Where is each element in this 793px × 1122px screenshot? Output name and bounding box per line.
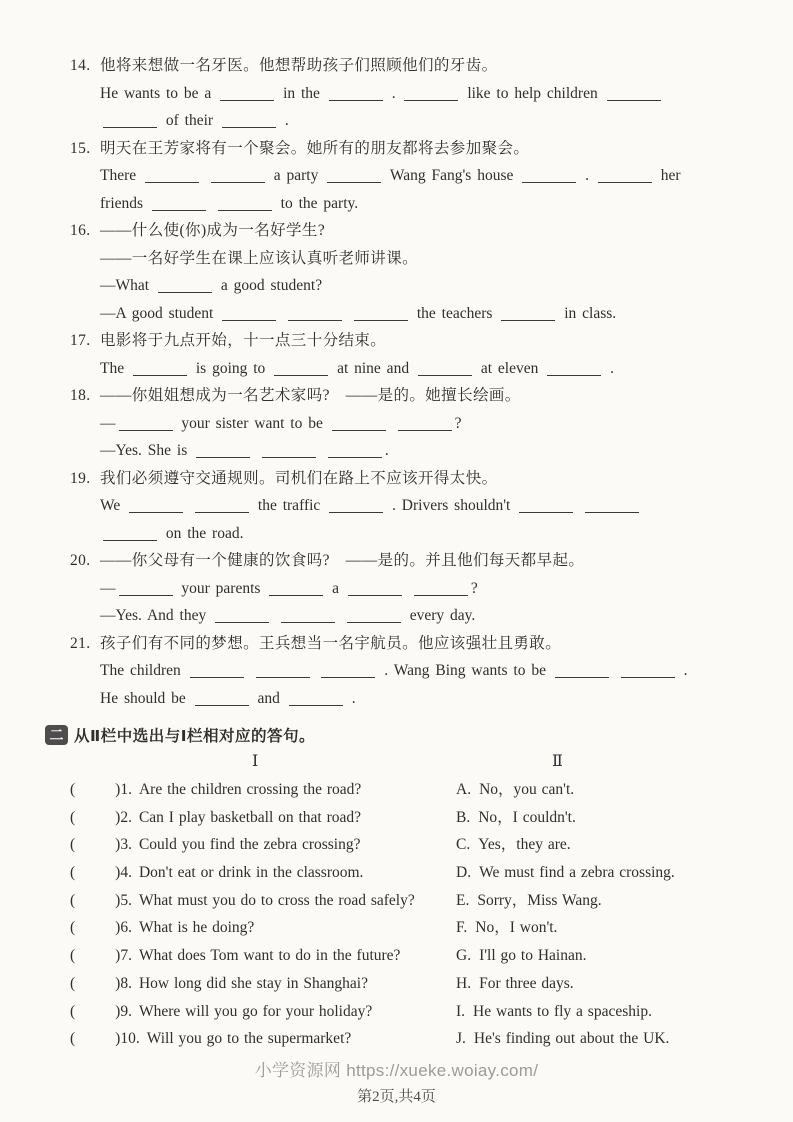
item-number: 15. <box>70 139 91 157</box>
question-text: What must you do to cross the road safely? <box>138 891 415 909</box>
match-answer <box>456 942 586 970</box>
chinese-text: ——什么使(你)成为一名好学生? <box>100 222 326 239</box>
match-question <box>70 804 456 832</box>
chinese-sentence <box>70 547 749 575</box>
answer-bracket-open: ( <box>70 891 76 909</box>
match-question <box>70 942 456 970</box>
text-segment: —What <box>100 277 155 294</box>
text-segment: a good student? <box>214 277 323 294</box>
answer-blank <box>332 418 386 431</box>
answer-bracket-open: ( <box>70 919 76 937</box>
match-row <box>70 970 749 998</box>
answer-blank <box>398 418 452 431</box>
answer-bracket-open: ( <box>70 974 76 992</box>
text-segment: —A good student <box>100 304 220 322</box>
answer-blank <box>522 170 576 183</box>
answer-letter: J. <box>456 1030 466 1048</box>
answer-letter: I. <box>456 1002 466 1020</box>
text-segment: a <box>326 579 345 597</box>
answer-letter: B. <box>456 808 471 826</box>
text-segment: We <box>100 497 127 514</box>
answer-blank <box>222 115 276 128</box>
answer-bracket-close: ) <box>115 808 121 826</box>
answer-text: Yes，they are. <box>478 836 571 854</box>
question-text: What does Tom want to do in the future? <box>138 947 401 965</box>
text-segment: . <box>677 662 688 679</box>
chinese-sentence <box>70 52 749 80</box>
exercise-item <box>70 630 749 713</box>
column-headers <box>70 748 749 776</box>
chinese-text: 明天在王芳家将有一个聚会。她所有的朋友都将去参加聚会。 <box>100 139 530 157</box>
chinese-text: 孩子们有不同的梦想。王兵想当一名宇航员。他应该强壮且勇敢。 <box>100 634 562 652</box>
match-row <box>70 831 749 859</box>
answer-letter: A. <box>456 781 472 798</box>
english-sentence <box>70 107 749 135</box>
text-segment <box>209 195 215 212</box>
answer-blank <box>585 500 639 513</box>
answer-blank <box>327 170 381 183</box>
item-number: 17. <box>70 332 91 349</box>
answer-blank <box>274 363 328 376</box>
english-sentence <box>70 80 749 108</box>
exercise-item <box>70 327 749 382</box>
text-segment: the teachers <box>411 304 499 322</box>
section-header <box>45 721 749 748</box>
answer-blank <box>119 583 173 596</box>
answer-letter: G. <box>456 947 472 965</box>
answer-blank <box>195 693 249 706</box>
answer-blank <box>321 665 375 678</box>
question-text: How long did she stay in Shanghai? <box>138 974 368 992</box>
answer-bracket-open: ( <box>70 781 76 798</box>
answer-blank <box>519 500 573 513</box>
chinese-text: ——你姐姐想成为一名艺术家吗? ——是的。她擅长绘画。 <box>100 387 521 404</box>
exercise-item <box>70 465 749 548</box>
text-segment: every day. <box>403 607 476 624</box>
text-segment: at eleven <box>474 359 545 377</box>
answer-blank <box>414 583 468 596</box>
match-row <box>70 804 749 832</box>
text-segment: is going to <box>189 359 272 377</box>
text-segment: ? <box>454 414 462 432</box>
answer-blank <box>256 665 310 678</box>
question-text: Don't eat or drink in the classroom. <box>138 864 364 882</box>
text-segment: The children <box>100 662 187 679</box>
text-segment <box>279 305 285 322</box>
footer-site-url: 小学资源网 https://xueke.woiay.com/ <box>254 1061 539 1080</box>
english-sentence <box>70 520 749 548</box>
match-question <box>70 831 456 859</box>
text-segment <box>405 580 411 597</box>
english-sentence <box>70 602 749 630</box>
answer-blank <box>215 610 269 623</box>
question-number: 7. <box>120 947 132 965</box>
answer-blank <box>103 115 157 128</box>
match-row <box>70 998 749 1026</box>
text-segment: of their <box>160 112 219 129</box>
column-2-header: Ⅱ <box>552 753 563 770</box>
section-title: 从Ⅱ栏中选出与Ⅰ栏相对应的答句。 <box>74 727 315 745</box>
answer-bracket-close: ) <box>115 781 121 798</box>
answer-blank <box>404 88 458 101</box>
english-sentence <box>70 300 749 328</box>
text-segment: —Yes. And they <box>100 607 213 624</box>
answer-blank <box>547 363 601 376</box>
question-number: 2. <box>120 808 132 826</box>
answer-bracket-close: ) <box>115 974 121 992</box>
answer-text: He wants to fly a spaceship. <box>473 1002 652 1020</box>
answer-text: He's finding out about the UK. <box>473 1030 670 1048</box>
text-segment: . <box>278 112 289 129</box>
exercise-item <box>70 52 749 135</box>
text-segment: on the road. <box>160 524 244 542</box>
exercise-item <box>70 547 749 630</box>
answer-bracket-open: ( <box>70 1002 76 1020</box>
answer-blank <box>418 363 472 376</box>
answer-bracket-close: ) <box>115 1002 121 1020</box>
answer-bracket-close: ) <box>115 947 121 965</box>
match-question <box>70 1025 456 1053</box>
match-question <box>70 859 456 887</box>
text-segment: — <box>100 579 116 597</box>
chinese-sentence <box>70 630 749 658</box>
text-segment: friends <box>100 194 149 212</box>
text-segment <box>186 497 192 514</box>
answer-blank <box>281 610 335 623</box>
answer-blank <box>262 445 316 458</box>
question-number: 4. <box>120 864 132 882</box>
text-segment <box>313 662 319 679</box>
answer-bracket-open: ( <box>70 864 76 882</box>
text-segment <box>338 607 344 624</box>
exercise-item <box>70 217 749 327</box>
chinese-text: ——一名好学生在课上应该认真听老师讲课。 <box>100 249 419 267</box>
answer-blank <box>218 198 272 211</box>
answer-bracket-close: ) <box>115 891 121 909</box>
answer-letter: D. <box>456 864 472 882</box>
chinese-sentence <box>70 327 749 355</box>
answer-blank <box>196 445 250 458</box>
item-number: 14. <box>70 57 91 74</box>
match-answer <box>456 804 576 832</box>
question-text: Will you go to the supermarket? <box>146 1030 352 1048</box>
match-row <box>70 914 749 942</box>
chinese-text: 我们必须遵守交通规则。司机们在路上不应该开得太快。 <box>100 469 498 487</box>
match-answer <box>456 859 675 887</box>
answer-blank <box>145 170 199 183</box>
english-sentence <box>70 657 749 685</box>
answer-text: No，you can't. <box>479 781 575 798</box>
fill-in-blank-section <box>70 52 749 712</box>
answer-blank <box>288 308 342 321</box>
text-segment <box>576 497 582 514</box>
match-question <box>70 776 456 804</box>
answer-text: We must find a zebra crossing. <box>479 864 675 882</box>
answer-blank <box>354 308 408 321</box>
match-question <box>70 998 456 1026</box>
match-question <box>70 970 456 998</box>
text-segment <box>389 415 395 432</box>
chinese-sentence <box>70 135 749 163</box>
answer-bracket-open: ( <box>70 836 76 854</box>
item-number: 21. <box>70 634 91 652</box>
text-segment: . Wang Bing wants to be <box>378 662 552 679</box>
chinese-sentence <box>70 382 749 410</box>
chinese-text: ——你父母有一个健康的饮食吗? ——是的。并且他们每天都早起。 <box>100 552 585 569</box>
match-row <box>70 887 749 915</box>
text-segment: — <box>100 414 116 432</box>
chinese-sentence <box>70 245 749 273</box>
answer-bracket-open: ( <box>70 808 76 826</box>
text-segment: to the party. <box>274 194 359 212</box>
text-segment <box>202 167 208 184</box>
answer-blank <box>190 665 244 678</box>
match-question <box>70 887 456 915</box>
match-row <box>70 942 749 970</box>
answer-text: I'll go to Hainan. <box>479 947 587 965</box>
text-segment <box>319 442 325 459</box>
question-text: Are the children crossing the road? <box>138 781 362 798</box>
answer-blank <box>289 693 343 706</box>
english-sentence <box>70 162 749 190</box>
text-segment: a party <box>267 167 325 184</box>
match-answer <box>456 1025 669 1053</box>
answer-blank <box>222 308 276 321</box>
footer-page-number: 第2页,共4页 <box>357 1089 436 1105</box>
item-number: 20. <box>70 552 91 569</box>
match-answer <box>456 998 652 1026</box>
answer-blank <box>621 665 675 678</box>
chinese-sentence <box>70 465 749 493</box>
answer-blank <box>152 198 206 211</box>
text-segment: There <box>100 167 143 184</box>
text-segment: and <box>251 689 286 707</box>
text-segment <box>247 662 253 679</box>
answer-text: Sorry，Miss Wang. <box>477 891 602 909</box>
match-answer <box>456 776 574 804</box>
column-1-header: Ⅰ <box>252 753 259 770</box>
text-segment: —Yes. She is <box>100 442 194 459</box>
english-sentence <box>70 575 749 603</box>
match-row <box>70 1025 749 1053</box>
answer-blank <box>329 500 383 513</box>
answer-text: No，I won't. <box>475 919 558 937</box>
exercise-item <box>70 382 749 465</box>
answer-blank <box>329 88 383 101</box>
text-segment: . Drivers shouldn't <box>386 497 517 514</box>
text-segment <box>253 442 259 459</box>
answer-blank <box>103 528 157 541</box>
answer-blank <box>211 170 265 183</box>
chinese-text: 电影将于九点开始，十一点三十分结束。 <box>100 332 387 349</box>
question-number: 9. <box>120 1002 132 1020</box>
answer-blank <box>133 363 187 376</box>
question-number: 10. <box>120 1030 140 1048</box>
question-text: Can I play basketball on that road? <box>138 808 362 826</box>
text-segment: ? <box>470 579 478 597</box>
match-answer <box>456 914 557 942</box>
answer-blank <box>598 170 652 183</box>
answer-blank <box>501 308 555 321</box>
match-question <box>70 914 456 942</box>
english-sentence <box>70 355 749 383</box>
match-row <box>70 859 749 887</box>
answer-blank <box>607 88 661 101</box>
text-segment: . <box>385 84 402 102</box>
text-segment: The <box>100 359 130 377</box>
answer-letter: H. <box>456 974 472 992</box>
english-sentence <box>70 437 749 465</box>
text-segment <box>612 662 618 679</box>
text-segment: . <box>604 359 614 377</box>
question-number: 3. <box>120 836 132 854</box>
question-number: 8. <box>120 974 132 992</box>
english-sentence <box>70 190 749 218</box>
text-segment: the traffic <box>252 497 327 514</box>
english-sentence <box>70 272 749 300</box>
text-segment: at nine and <box>331 359 415 377</box>
text-segment: . <box>384 442 389 459</box>
answer-text: For three days. <box>479 974 574 992</box>
answer-blank <box>158 280 212 293</box>
answer-blank <box>348 583 402 596</box>
text-segment: Wang Fang's house <box>384 167 520 184</box>
text-segment: . <box>345 689 356 707</box>
answer-letter: C. <box>456 836 471 854</box>
answer-letter: E. <box>456 891 470 909</box>
answer-blank <box>119 418 173 431</box>
english-sentence <box>70 492 749 520</box>
question-text: Could you find the zebra crossing? <box>138 836 361 854</box>
answer-blank <box>195 500 249 513</box>
question-number: 5. <box>120 891 132 909</box>
item-number: 18. <box>70 387 91 404</box>
chinese-sentence <box>70 217 749 245</box>
text-segment <box>345 305 351 322</box>
question-number: 1. <box>120 781 132 798</box>
answer-text: No，I couldn't. <box>478 808 576 826</box>
answer-blank <box>347 610 401 623</box>
answer-bracket-open: ( <box>70 947 76 965</box>
answer-blank <box>555 665 609 678</box>
question-text: What is he doing? <box>138 919 255 937</box>
text-segment: like to help children <box>461 84 604 102</box>
answer-bracket-close: ) <box>115 1030 121 1048</box>
match-answer <box>456 887 602 915</box>
question-number: 6. <box>120 919 132 937</box>
item-number: 19. <box>70 469 91 487</box>
answer-blank <box>328 445 382 458</box>
text-segment: He should be <box>100 689 192 707</box>
answer-bracket-close: ) <box>115 919 121 937</box>
answer-bracket-open: ( <box>70 1030 76 1048</box>
match-answer <box>456 970 574 998</box>
answer-bracket-close: ) <box>115 864 121 882</box>
answer-blank <box>129 500 183 513</box>
match-row <box>70 776 749 804</box>
exercise-item <box>70 135 749 218</box>
matching-section <box>70 776 749 1053</box>
text-segment: your sister want to be <box>175 414 329 432</box>
answer-letter: F. <box>456 919 468 937</box>
answer-bracket-close: ) <box>115 836 121 854</box>
text-segment <box>272 607 278 624</box>
text-segment: your parents <box>175 579 267 597</box>
chinese-text: 他将来想做一名牙医。他想帮助孩子们照顾他们的牙齿。 <box>100 57 498 74</box>
text-segment: her <box>654 167 681 184</box>
answer-blank <box>220 88 274 101</box>
page-footer <box>0 1056 793 1106</box>
english-sentence <box>70 410 749 438</box>
english-sentence <box>70 685 749 713</box>
answer-blank <box>269 583 323 596</box>
question-text: Where will you go for your holiday? <box>138 1002 373 1020</box>
text-segment: He wants to be a <box>100 84 218 102</box>
text-segment: . <box>579 167 595 184</box>
match-answer <box>456 831 571 859</box>
text-segment: in class. <box>558 304 617 322</box>
item-number: 16. <box>70 222 91 239</box>
text-segment: in the <box>277 84 326 102</box>
section-number-badge: 二 <box>45 725 68 745</box>
